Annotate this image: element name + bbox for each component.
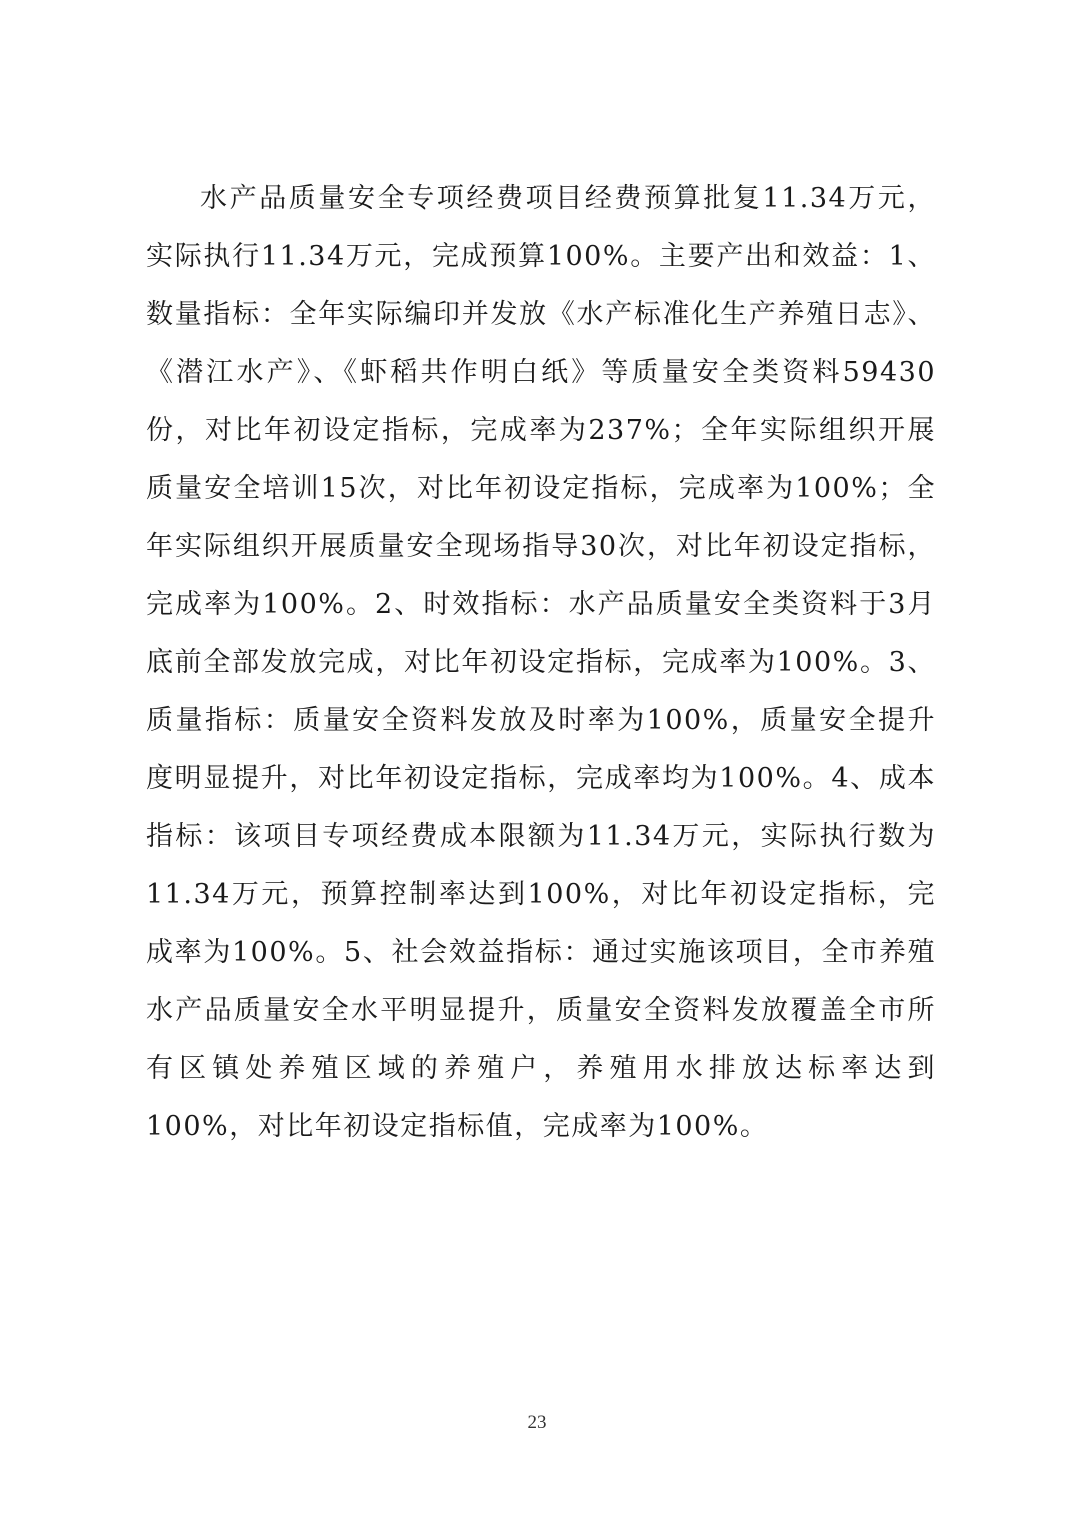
page-number: 23 <box>527 1412 547 1433</box>
body-paragraph: 水产品质量安全专项经费项目经费预算批复11.34万元，实际执行11.34万元，完成预算100%。主要产出和效益：1、数量指标：全年实际编印并发放《水产标准化生产养殖日志》、《潜江水产》、《虾稻共作明白纸》等质量安全类资料59430份，对比年初设定指标，完成率为237%；全年实际组织开展质量安全培训15次，对比年初设定指标，完成率为100%；全年实际组织开展质量安全现场指导30次，对比年初设定指标，完成率为100%。2、时效指标：水产品质量安全类资料于3月底前全部发放完成，对比年初设定指标，完成率为100%。3、质量指标：质量安全资料发放及时率为100%，质量安全提升度明显提升，对比年初设定指标，完成率均为100%。4、成本指标：该项目专项经费成本限额为11.34万元，实际执行数为11.34万元，预算控制率达到100%，对比年初设定指标，完成率为100%。5、社会效益指标：通过实施该项目，全市养殖水产品质量安全水平明显提升，质量安全资料发放覆盖全市所有区镇处养殖区域的养殖户，养殖用水排放达标率达到100%，对比年初设定指标值，完成率为100%。 <box>146 183 936 1142</box>
